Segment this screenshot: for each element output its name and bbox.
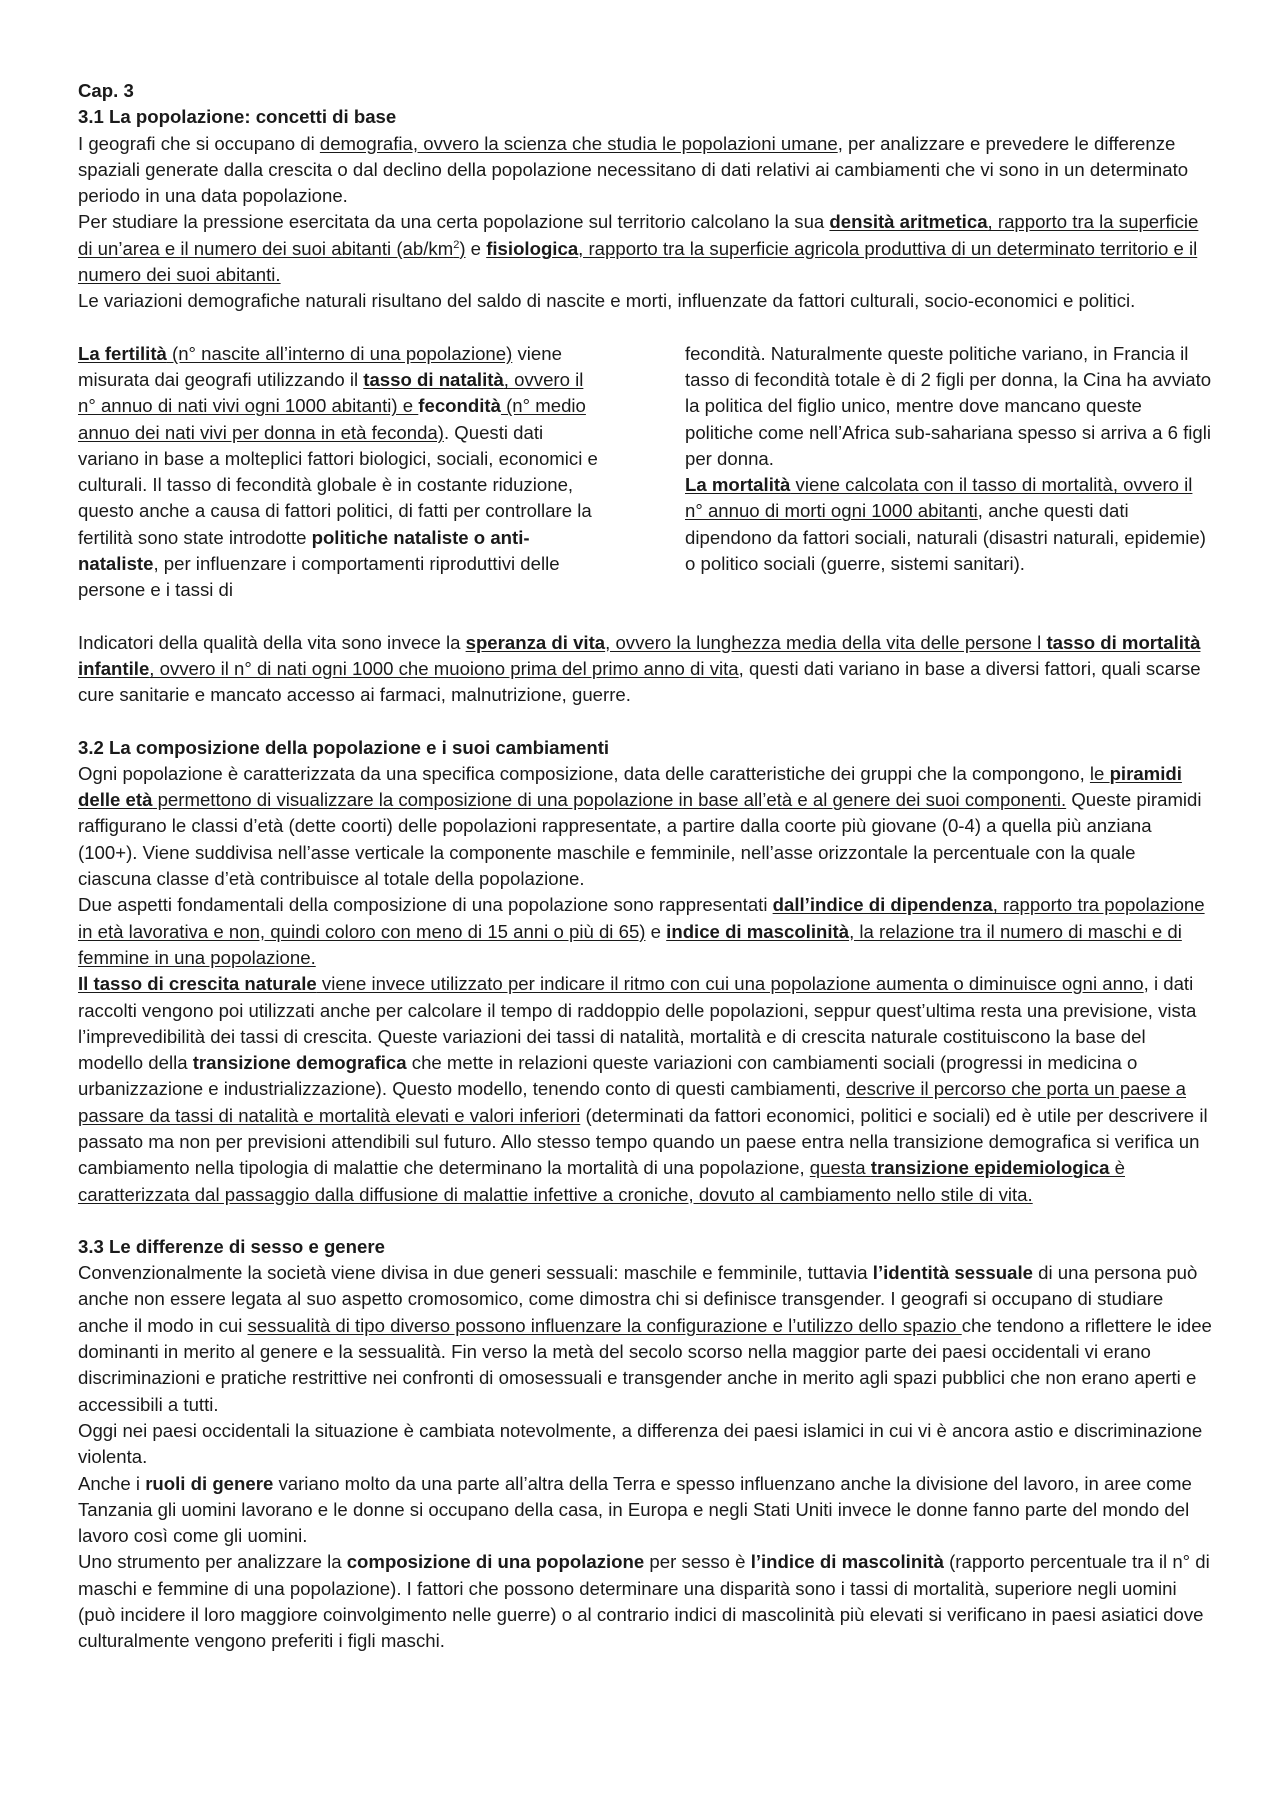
s32-paragraph-3: Il tasso di crescita naturale viene invece utilizzato per indicare il ritmo con cui una popolazione aumenta o diminuisce ogni anno, i dati raccolti vengono poi utilizzati anche per calcolare il tempo di raddoppio delle popolazioni, seppur quest’ultima resta una previsione, vista l’imprevedibilità dei tassi di crescita. Queste variazioni dei tassi di natalità, mortalità e di crescita naturale costituiscono la base del modello della transizione demografica che mette in relazioni queste variazioni con cambiamenti sociali (progressi in medicina o urbanizzazione e industrializzazione). Questo modello, tenendo conto di questi cambiamenti, descrive il percorso che porta un paese a passare da tassi di natalità e mortalità elevati e valori inferiori (determinati da fattori economici, politici e sociali) ed è utile per descrivere il passato ma non per previsioni attendibili sul futuro. Allo stesso tempo quando un paese entra nella transizione demografica si verifica un cambiamento nella tipologia di malattie che determinano la mortalità di una popolazione, questa transizione epidemiologica è caratterizzata dal passaggio dalla diffusione di malattie infettive a croniche, dovuto al cambiamento nello stile di vita.: [78, 973, 1208, 1205]
s32-paragraph-2: Due aspetti fondamentali della composizione di una popolazione sono rappresentati dall’indice di dipendenza, rapporto tra popolazione in età lavorativa e non, quindi coloro con meno di 15 anni o più di 65) e indice di mascolinità, la relazione tra il numero di maschi e di femmine in una popolazione.: [78, 894, 1205, 968]
s31-paragraph-2: Per studiare la pressione esercitata da una certa popolazione sul territorio calcolano la sua densità aritmetica, rapporto tra la superficie di un’area e il numero dei suoi abitanti $(ab/km^2)$ e fisiologica, rapporto tra la superficie agricola produttiva di un determinato territorio e il numero dei suoi abitanti.: [78, 211, 1199, 286]
s31-paragraph-3: Le variazioni demografiche naturali risultano del saldo di nascite e morti, influenzate da fattori culturali, socio-economici e politici.: [78, 290, 1136, 312]
s33-paragraph-4: Uno strumento per analizzare la composizione di una popolazione per sesso è l’indice di mascolinità (rapporto percentuale tra il n° di maschi e femmine di una popolazione). I fattori che possono determinare una disparità sono i tassi di mortalità, superiore negli uomini (può incidere il loro maggiore coinvolgimento nelle guerre) o al contrario indici di mascolinità più elevati si verificano in paesi asiatici dove culturalmente vengono preferiti i figli maschi.: [78, 1551, 1210, 1652]
section-3-1-title: 3.1 La popolazione: concetti di base: [78, 106, 397, 128]
document-page: [78, 78, 1213, 1655]
left-column: [78, 341, 606, 604]
section-3-2-title: 3.2 La composizione della popolazione e i suoi cambiamenti: [78, 736, 610, 758]
s33-paragraph-2: Oggi nei paesi occidentali la situazione è cambiata notevolmente, a differenza dei paesi islamici in cui vi è ancora astio e discriminazione violenta.: [78, 1419, 1203, 1468]
right-column: [685, 341, 1213, 578]
two-column-section: [78, 341, 1213, 604]
section-3-3-title: 3.3 Le differenze di sesso e genere: [78, 1235, 385, 1257]
chapter-title: Cap. 3: [78, 80, 134, 101]
s31-paragraph-4: Indicatori della qualità della vita sono invece la speranza di vita, ovvero la lunghezza media della vita delle persone l tasso di mortalità infantile, ovvero il n° di nati ogni 1000 che muoiono prima del primo anno di vita, questi dati variano in base a diversi fattori, quali scarse cure sanitarie e mancato accesso ai farmaci, malnutrizione, guerre.: [78, 631, 1201, 706]
s31-paragraph-1: I geografi che si occupano di demografia, ovvero la scienza che studia le popolazioni umane, per analizzare e prevedere le differenze spaziali generate dalla crescita o dal declino della popolazione necessitano di dati relativi ai cambiamenti che vi sono in un determinato periodo in una data popolazione.: [78, 132, 1189, 207]
fertility-paragraph: La fertilità (n° nascite all’interno di una popolazione) viene misurata dai geografi utilizzando il tasso di natalità, ovvero il n° annuo di nati vivi ogni 1000 abitanti) e fecondità (n° medio annuo dei nati vivi per donna in età feconda). Questi dati variano in base a molteplici fattori biologici, sociali, economici e culturali. Il tasso di fecondità globale è in costante riduzione, questo anche a causa di fattori politici, di fatti per controllare la fertilità sono state introdotte politiche nataliste o anti-nataliste, per influenzare i comportamenti riproduttivi delle persone e i tassi di: [78, 342, 598, 601]
fecundity-continuation: fecondità. Naturalmente queste politiche variano, in Francia il tasso di fecondità totale è di 2 figli per donna, la Cina ha avviato la politica del figlio unico, mentre dove mancano queste politiche come nell’Africa sub-sahariana spesso si arriva a 6 figli per donna.: [685, 342, 1212, 469]
s32-paragraph-1: Ogni popolazione è caratterizzata da una specifica composizione, data delle caratteristiche dei gruppi che la compongono, le piramidi delle età permettono di visualizzare la composizione di una popolazione in base all’età e al genere dei suoi componenti. Queste piramidi raffigurano le classi d’età (dette coorti) delle popolazioni rappresentate, a partire dalla coorte più giovane (0-4) a quella più anziana (100+). Viene suddivisa nell’asse verticale la componente maschile e femminile, nell’asse orizzontale la percentuale con la quale ciascuna classe d’età contribuisce al totale della popolazione.: [78, 762, 1202, 890]
mortality-paragraph: La mortalità viene calcolata con il tasso di mortalità, ovvero il n° annuo di morti ogni 1000 abitanti, anche questi dati dipendono da fattori sociali, naturali (disastri naturali, epidemie) o politico sociali (guerre, sistemi sanitari).: [685, 474, 1206, 575]
s33-paragraph-3: Anche i ruoli di genere variano molto da una parte all’altra della Terra e spesso influenzano anche la divisione del lavoro, in aree come Tanzania gli uomini lavorano e le donne si occupano della casa, in Europa e negli Stati Uniti invece le donne fanno parte del mondo del lavoro così come gli uomini.: [78, 1472, 1192, 1547]
s33-paragraph-1: Convenzionalmente la società viene divisa in due generi sessuali: maschile e femminile, tuttavia l’identità sessuale di una persona può anche non essere legata al suo aspetto cromosomico, come dimostra chi si definisce transgender. I geografi si occupano di studiare anche il modo in cui sessualità di tipo diverso possono influenzare la configurazione e l’utilizzo dello spazio che tendono a riflettere le idee dominanti in merito al genere e la sessualità. Fin verso la metà del secolo scorso nella maggior parte dei paesi occidentali vi erano discriminazioni e pratiche restrittive nei confronti di omosessuali e transgender anche in merito agli spazi pubblici che non erano aperti e accessibili a tutti.: [78, 1262, 1212, 1415]
